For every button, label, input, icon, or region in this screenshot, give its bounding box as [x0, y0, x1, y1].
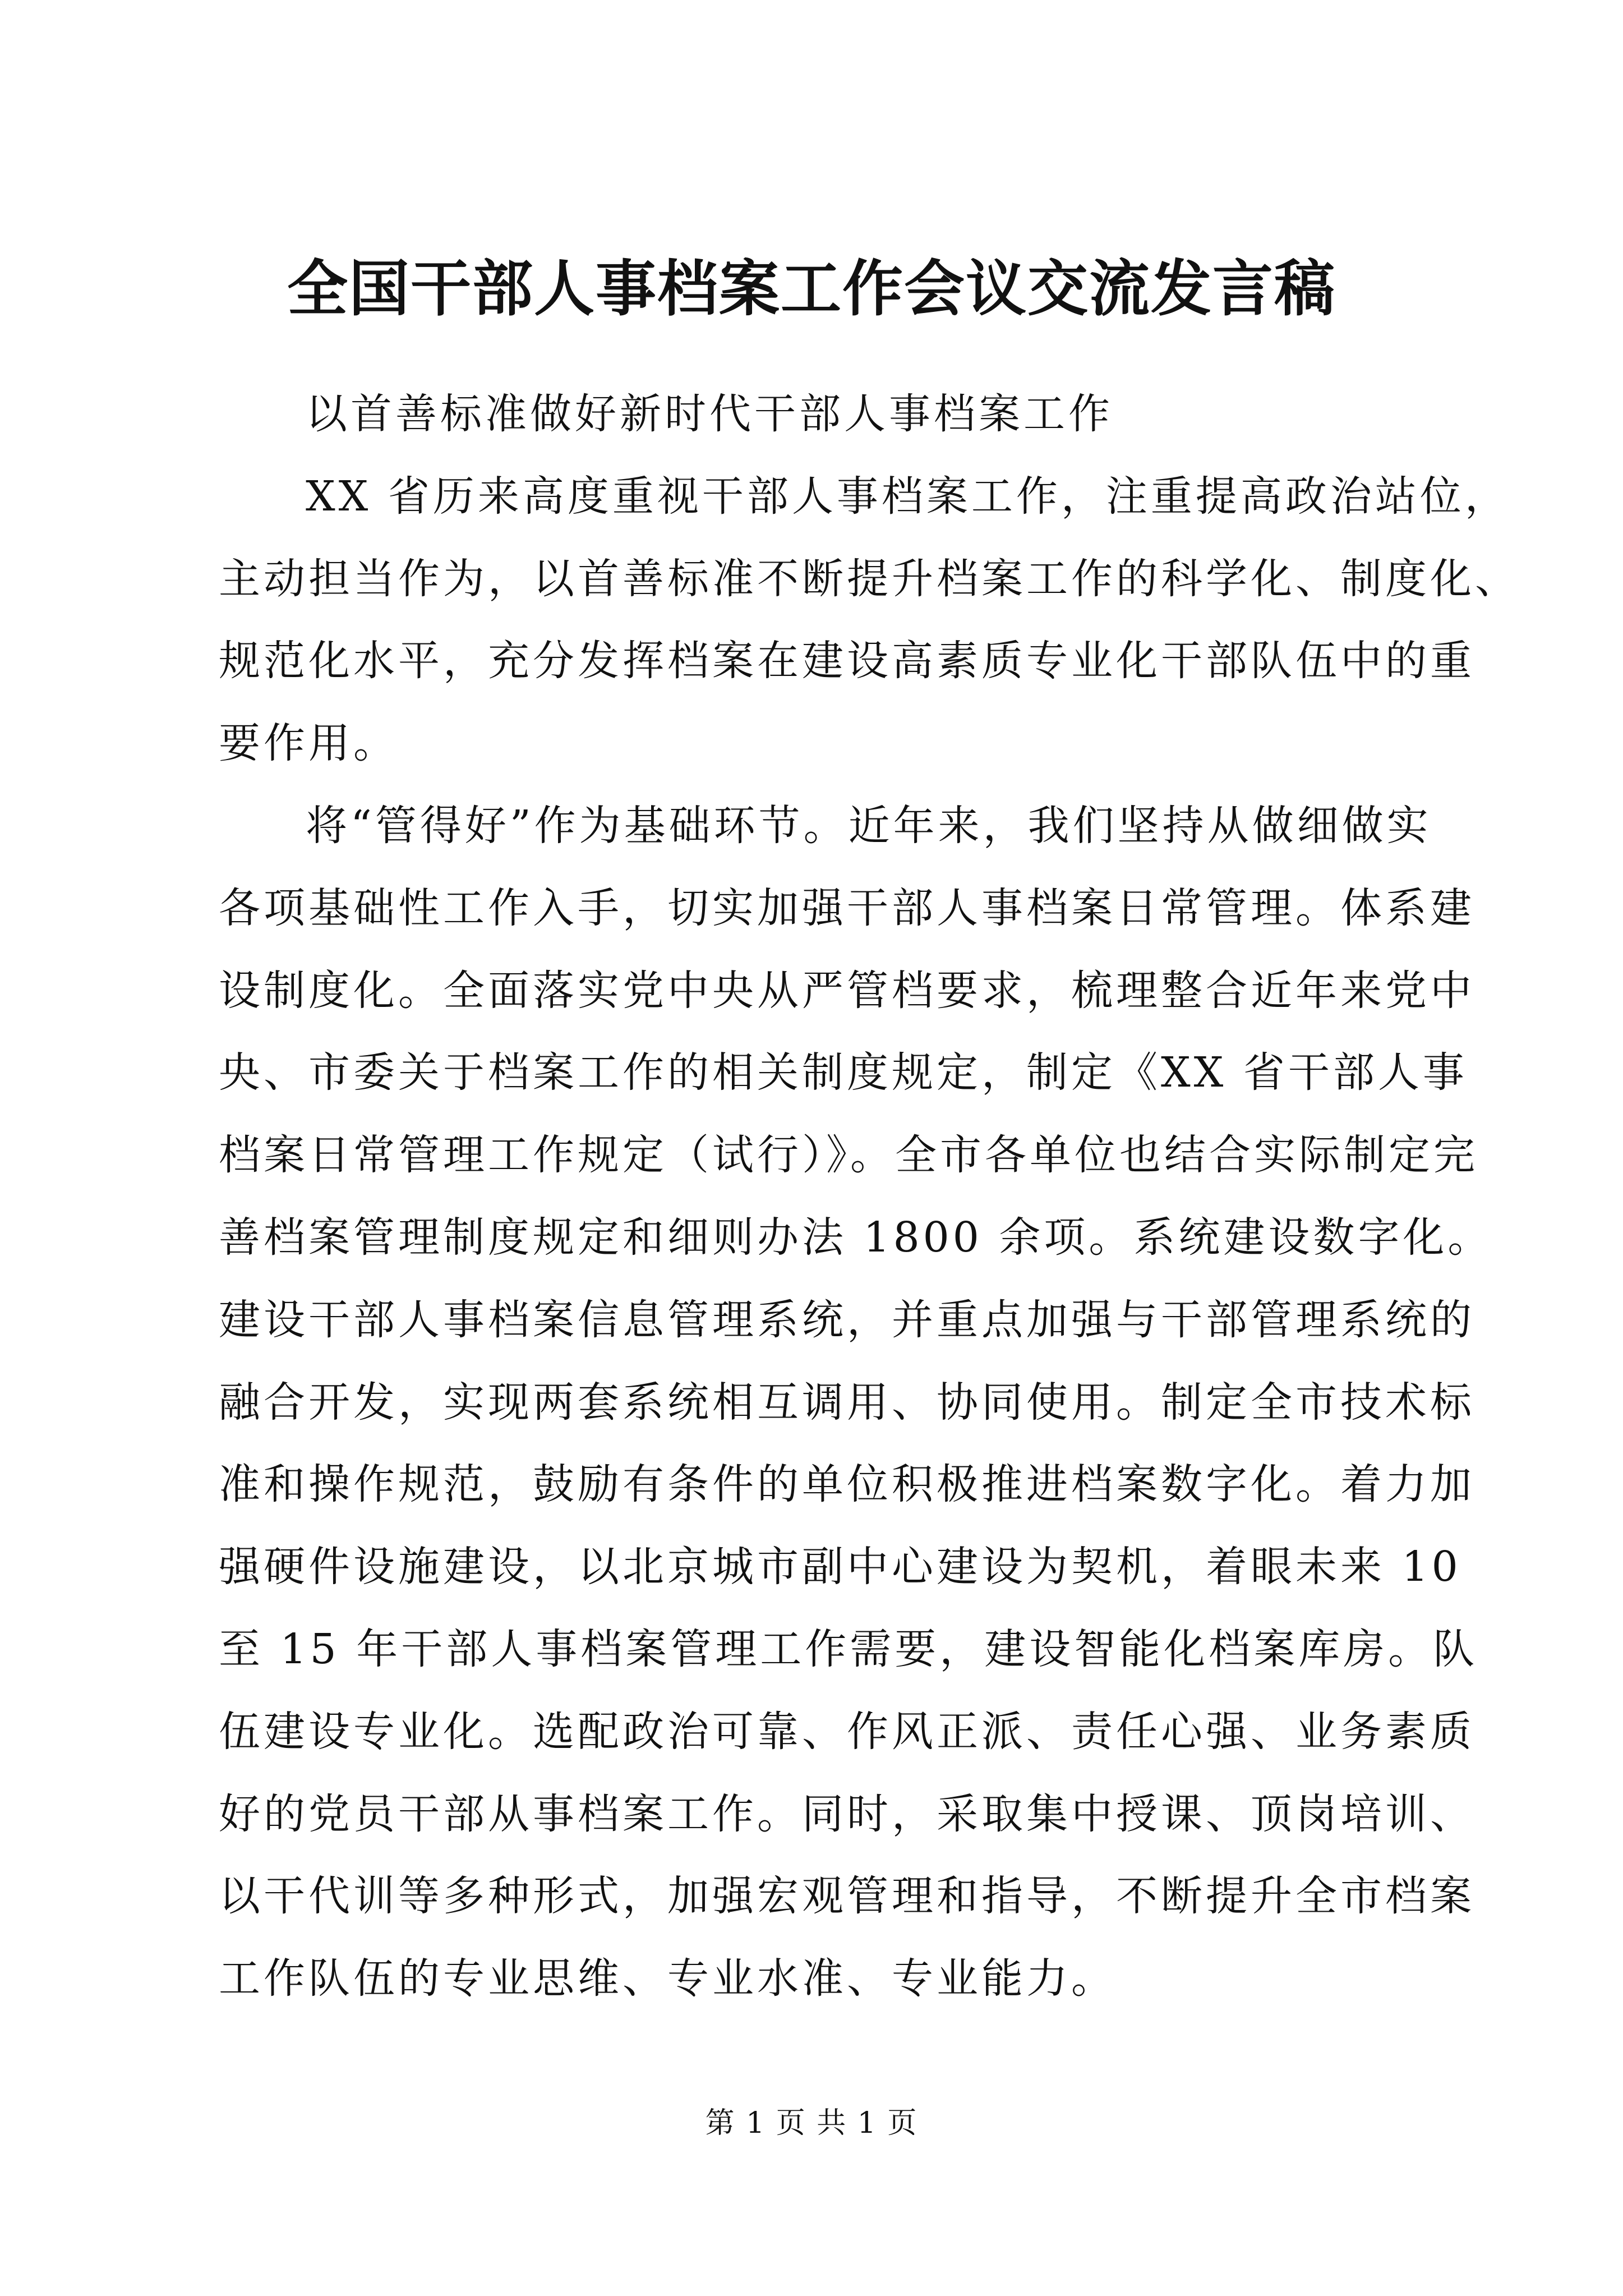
paragraph-line: XX 省历来高度重视干部人事档案工作，注重提高政治站位， [306, 472, 1510, 521]
paragraph-line: 善档案管理制度规定和细则办法 1800 余项。系统建设数字化。 [219, 1213, 1493, 1262]
paragraph-line: 央、市委关于档案工作的相关制度规定，制定《XX 省干部人事 [219, 1048, 1468, 1097]
paragraph-line: 将“管得好”作为基础环节。近年来，我们坚持从做细做实 [306, 801, 1432, 850]
paragraph-line: 准和操作规范，鼓励有条件的单位积极推进档案数字化。着力加 [219, 1460, 1475, 1509]
paragraph-line: 要作用。 [219, 719, 398, 768]
paragraph-line: 至 15 年干部人事档案管理工作需要，建设智能化档案库房。队 [219, 1625, 1478, 1673]
paragraph-line: 强硬件设施建设，以北京城市副中心建设为契机，着眼未来 10 [219, 1543, 1461, 1591]
paragraph-line: 建设干部人事档案信息管理系统，并重点加强与干部管理系统的 [219, 1295, 1475, 1344]
paragraph-line: 主动担当作为，以首善标准不断提升档案工作的科学化、制度化、 [219, 554, 1520, 603]
document-title: 全国干部人事档案工作会议交流发言稿 [287, 254, 1336, 324]
paragraph-line: 融合开发，实现两套系统相互调用、协同使用。制定全市技术标 [219, 1378, 1475, 1427]
document-body [219, 373, 1520, 2020]
document-subtitle: 以首善标准做好新时代干部人事档案工作 [306, 390, 1113, 438]
page-footer: 第 1 页 共 1 页 [705, 2106, 918, 2140]
paragraph-line: 工作队伍的专业思维、专业水准、专业能力。 [219, 1954, 1116, 2003]
paragraph-line: 档案日常管理工作规定（试行）》。全市各单位也结合实际制定完 [219, 1131, 1478, 1180]
paragraph-line: 设制度化。全面落实党中央从严管档要求，梳理整合近年来党中 [219, 966, 1475, 1015]
paragraph-line: 规范化水平，充分发挥档案在建设高素质专业化干部队伍中的重 [219, 637, 1475, 685]
paragraph-line: 各项基础性工作入手，切实加强干部人事档案日常管理。体系建 [219, 884, 1475, 932]
paragraph-line: 以干代训等多种形式，加强宏观管理和指导，不断提升全市档案 [219, 1872, 1475, 1921]
paragraph-line: 伍建设专业化。选配政治可靠、作风正派、责任心强、业务素质 [219, 1707, 1475, 1756]
paragraph-line: 好的党员干部从事档案工作。同时，采取集中授课、顶岗培训、 [219, 1789, 1475, 1838]
